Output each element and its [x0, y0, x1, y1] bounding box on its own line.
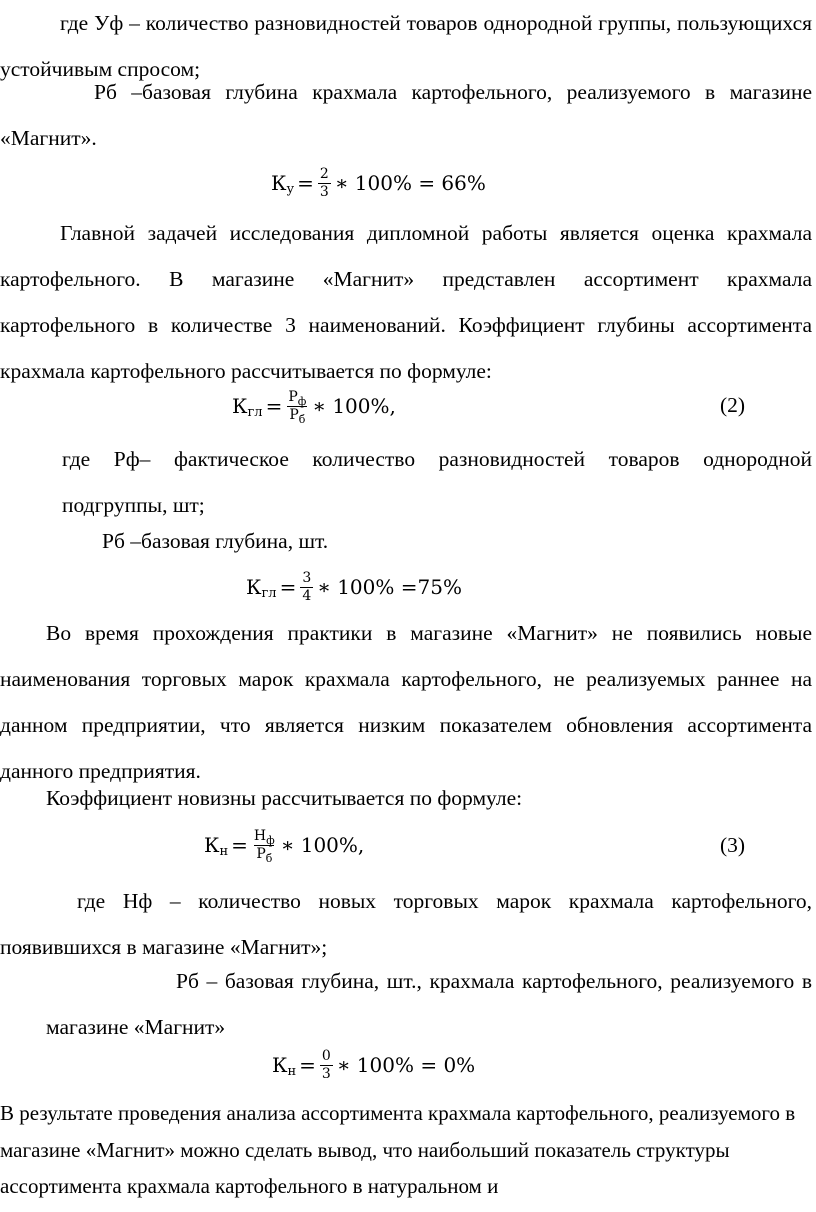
formula-kn-eq: =: [231, 833, 248, 857]
formula-ku-eq: =: [297, 171, 314, 195]
formula-kgl-fraction: [286, 389, 308, 424]
formula-kn-num-sub: ф: [266, 833, 275, 847]
formula-kgl-result-sub: гл: [261, 585, 277, 601]
formula-kn-result: [272, 1040, 475, 1090]
paragraph-task: Главной задачей исследования дипломной работы является оценка крахмала картофельного. В магазине «Магнит» представлен ассортимент крахмала картофельного в количестве 3 наименований. Коэффициент глубины ассортимента крахмала картофельного рассчитывается по формуле:: [0, 221, 812, 383]
formula-kn-num-main: Н: [253, 827, 267, 844]
formula-kgl-numerator: [286, 389, 308, 406]
formula-kgl-denominator: [287, 406, 307, 424]
paragraph-practice: Во время прохождения практики в магазине «Магнит» не появились новые наименования торговых марок крахмала картофельного, не реализуемых раннее на данном предприятии, что является низким показателем обновления ассортимента данного предприятия.: [0, 621, 812, 783]
formula-kn-lhs: К: [204, 833, 220, 857]
paragraph-definition-nf: где Нф – количество новых торговых марок крахмала картофельного, появившихся в магазине «Магнит»;: [0, 889, 812, 959]
paragraph-conclusion: В результате проведения анализа ассортимента крахмала картофельного, реализуемого в магазине «Магнит» можно сделать вывод, что наибольший показатель структуры ассортимента крахмала картофельного в натуральном и: [0, 1101, 796, 1198]
formula-kgl: [232, 381, 396, 431]
paragraph-definition-uf: где Уф – количество разновидностей товаров однородной группы, пользующихся устойчивым спросом;: [0, 11, 812, 81]
formula-kn-den-main: Р: [256, 845, 266, 862]
formula-kn-result-rhs: ∗ 100% = 0%: [336, 1053, 476, 1077]
formula-kgl-lhs: К: [232, 394, 248, 418]
formula-kgl-result-eq: =: [279, 575, 297, 599]
formula-kn-numerator: [252, 828, 277, 845]
formula-kgl-rhs: ∗ 100%,: [312, 394, 396, 418]
formula-kgl-result-numerator: 3: [302, 569, 312, 586]
formula-kgl-result: [246, 562, 462, 612]
formula-kn-result-numerator: 0: [321, 1047, 331, 1064]
formula-kn-sub: н: [219, 843, 229, 859]
formula-kgl-result-fraction: [300, 570, 313, 605]
formula-kn-result-fraction: [320, 1048, 333, 1083]
formula-kn-result-eq: =: [299, 1053, 316, 1077]
formula-kgl-result-denominator: 4: [302, 587, 312, 604]
formula-kgl-result-rhs: ∗ 100% =75%: [317, 575, 462, 599]
formula-kgl-sub: гл: [247, 404, 263, 420]
formula-ku-numerator: 2: [319, 165, 329, 182]
equation-number-2: (2): [720, 393, 746, 417]
formula-kn: [204, 820, 364, 870]
formula-ku-lhs: К: [271, 171, 287, 195]
paragraph-novelty-intro: Коэффициент новизны рассчитывается по формуле:: [46, 786, 523, 810]
formula-kgl-den-sub: б: [298, 412, 306, 426]
formula-ku-denominator: 3: [319, 183, 329, 200]
formula-ku-fraction: [318, 166, 331, 201]
paragraph-definition-rb: Рб –базовая глубина крахмала картофельного, реализуемого в магазине «Магнит».: [0, 80, 812, 150]
formula-kn-result-sub: н: [287, 1063, 297, 1079]
formula-kn-result-lhs: К: [272, 1053, 288, 1077]
paragraph-definition-rb-units: Рб –базовая глубина, шт.: [102, 529, 329, 553]
equation-number-3: (3): [720, 833, 746, 857]
formula-kn-fraction: [252, 828, 277, 863]
formula-ku-sub: у: [286, 181, 295, 197]
formula-kgl-eq: =: [265, 394, 283, 418]
formula-ku: [271, 158, 486, 208]
formula-kn-den-sub: б: [265, 851, 273, 865]
formula-kgl-num-sub: ф: [297, 394, 307, 408]
paragraph-definition-rb-base: Рб – базовая глубина, шт., крахмала картофельного, реализуемого в магазине «Магнит»: [46, 969, 812, 1039]
formula-kgl-den-main: Р: [289, 406, 299, 423]
formula-kgl-result-lhs: К: [246, 575, 262, 599]
formula-kn-result-denominator: 3: [321, 1065, 331, 1082]
formula-kn-rhs: ∗ 100%,: [280, 833, 365, 857]
formula-kn-denominator: [254, 845, 274, 863]
paragraph-definition-rf: где Рф– фактическое количество разновидностей товаров однородной подгруппы, шт;: [62, 447, 812, 517]
formula-kgl-num-main: Р: [288, 388, 298, 405]
formula-ku-rhs: ∗ 100% = 66%: [334, 171, 486, 195]
